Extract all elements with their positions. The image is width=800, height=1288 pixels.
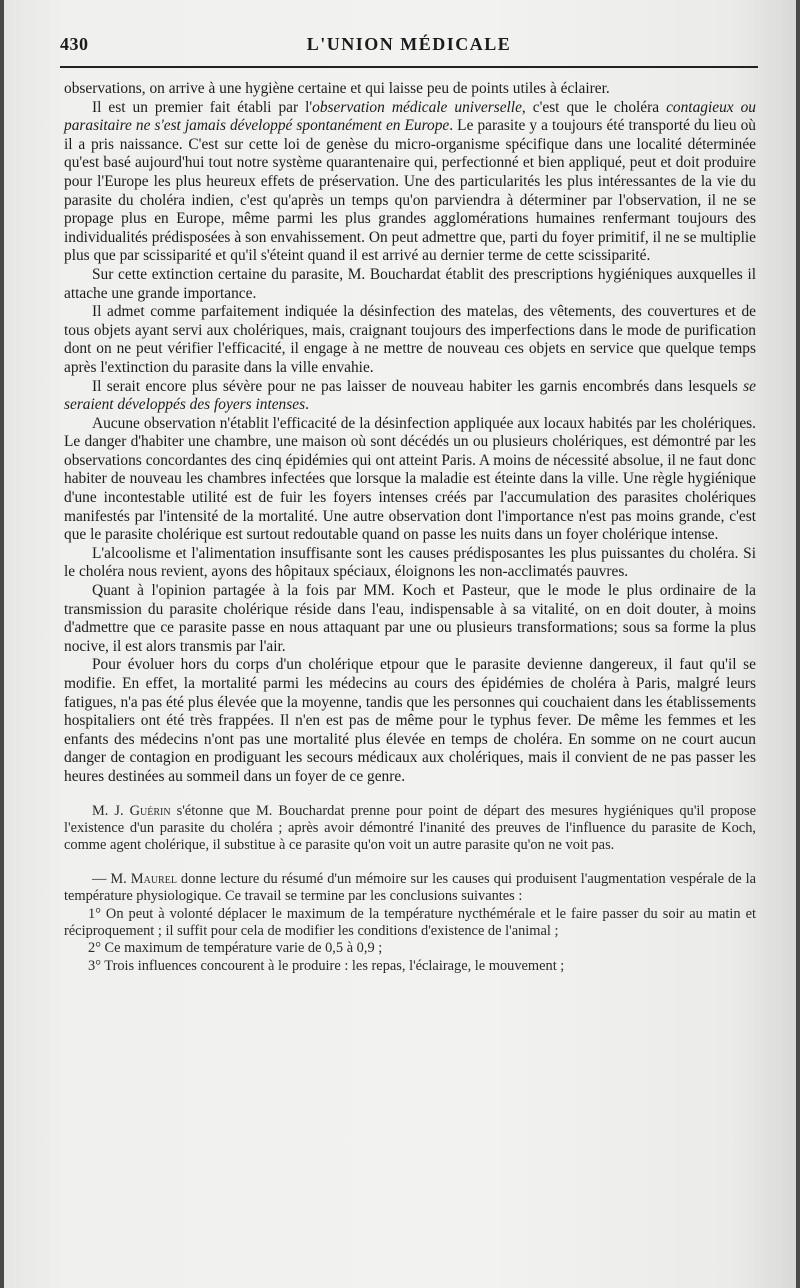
- italic-run: se seraient développés des foyers intenses: [64, 377, 756, 414]
- text-run: , c'est que le choléra: [521, 98, 667, 116]
- paragraph: [64, 99, 756, 266]
- list-item: 3° Trois influences concourent à le produire : les repas, l'éclairage, le mouvement ;: [88, 957, 565, 974]
- text-run: s'étonne que M. Bouchardat prenne pour point de départ des mesures hygiéniques qu'il propose l'existence d'un parasite du choléra ; après avoir démontré l'inanité des preuves de l'influence du parasite de Koch, comme agent cholérique, il substitue à ce parasite qu'on voit un autre parasite qu'on ne voit pas.: [64, 802, 756, 854]
- text-run: . Le parasite y a toujours été transporté du lieu où il a pris naissance. C'est sur cette loi de genèse du micro-organisme spécifique dans une localité déterminée qu'est basé aujourd'hui tout notre système quarantenaire qui, perfectionné et bien appliqué, peut et doit produire pour l'Europe les plus heureux effets de préservation. Une des particularités les plus intéressantes de la vie du parasite du choléra indien, c'est qu'après un temps qu'on parviendra à déterminer par l'observation, il ne se propage plus en Europe, même parmi les plus grandes agglomérations humaines renfermant toujours des individualités prédisposées à son envahissement. On peut admettre que, parti du foyer primitif, il ne se multiplie plus que par scissiparité et qu'il s'éteint quand il est arrivé au dernier terme de cette scissiparité.: [64, 117, 756, 265]
- paragraph: Il admet comme parfaitement indiquée la désinfection des matelas, des vêtements, des couvertures et de tous objets ayant servi aux cholériques, mais, craignant toujours des imperfections dans le mode de purification dont on ne peut vérifier l'efficacité, il engage à ne mettre de nouveau ces objets en service que quelque temps après l'extinction du parasite dans la ville envahie.: [64, 303, 756, 376]
- text-run: Il serait encore plus sévère pour ne pas laisser de nouveau habiter les garnis encombrés dans lesquels: [92, 377, 744, 395]
- article-body: [64, 80, 756, 975]
- paragraph: Sur cette extinction certaine du parasite, M. Bouchardat établit des prescriptions hygiéniques auxquelles il attache une grande importance.: [64, 265, 756, 302]
- paragraph: [64, 871, 756, 906]
- running-header: [60, 34, 758, 58]
- paragraph: Aucune observation n'établit l'efficacité de la désinfection appliquée aux locaux habités par les cholériques. Le danger d'habiter une chambre, une maison où sont décédés un ou plusieurs cholériques, est démontré par les observations concordantes des cinq épidémies qui ont atteint Paris. A moins de nécessité absolue, il ne faut donc habiter de nouveau les chambres infectées que lorsque la maladie est éteinte dans la ville. Une règle hygiénique d'une incontestable utilité est de fuir les foyers intenses créés par l'accumulation des parasites cholériques manifestés par l'intensité de la mortalité. Une autre observation dont l'importance n'est pas moins grande, c'est que le parasite cholérique est surtout redoutable quand on passe les nuits dans un foyer cholérique intense.: [64, 414, 756, 544]
- paragraph: observations, on arrive à une hygiène certaine et qui laisse peu de points utiles à éclairer.: [64, 80, 610, 97]
- author-name: Maurel: [130, 870, 177, 887]
- paragraph: Pour évoluer hors du corps d'un cholérique etpour que le parasite devienne dangereux, il faut qu'il se modifie. En effet, la mortalité parmi les médecins au cours des épidémies de choléra à Paris, malgré leurs fatigues, n'a pas été plus élevée que la moyenne, tandis que les personnes qui couchaient dans les établissements hospitaliers ont été très frappées. Il n'en est pas de même pour le typhus fever. De même les femmes et les enfants des médecins n'ont pas une mortalité plus élevée en temps de choléra. En somme on ne court aucun danger de contagion en prodiguant les secours médicaux aux cholériques, mais il convient de ne pas passer les heures destinées au sommeil dans un foyer de ce genre.: [64, 656, 756, 785]
- list-item: 2° Ce maximum de température varie de 0,5 à 0,9 ;: [88, 940, 383, 957]
- list-item: 1° On peut à volonté déplacer le maximum de la température nycthémérale et le faire passer du soir au matin et réciproquement ; il suffit pour cela de modifier les conditions d'existence de l'animal ;: [64, 905, 756, 939]
- header-rule: [60, 66, 758, 68]
- paragraph: L'alcoolisme et l'alimentation insuffisante sont les causes prédisposantes les plus puissantes du choléra. Si le choléra nous revient, ayons des hôpitaux spéciaux, éloignons les non-acclimatés pauvres.: [64, 544, 756, 581]
- journal-title: L'UNION MÉDICALE: [306, 34, 512, 54]
- italic-run: observation médicale universelle: [312, 98, 522, 116]
- paragraph: [64, 378, 756, 415]
- paragraph: [64, 803, 756, 855]
- journal-page: [4, 0, 796, 1288]
- text-run: .: [305, 396, 309, 414]
- text-run: donne lecture du résumé d'un mémoire sur les causes qui produisent l'augmentation vespérale de la température physiologique. Ce travail se termine par les conclusions suivantes :: [64, 870, 757, 905]
- text-run: — M.: [92, 870, 131, 887]
- text-run: Il est un premier fait établi par l': [92, 98, 313, 116]
- page-number: 430: [60, 34, 89, 54]
- text-run: M. J.: [92, 802, 130, 819]
- italic-run: contagieux ou parasitaire ne s'est jamais développé spontanément en Europe: [64, 98, 756, 135]
- author-name: Guérin: [129, 802, 171, 819]
- paragraph: Quant à l'opinion partagée à la fois par MM. Koch et Pasteur, que le mode le plus ordinaire de la transmission du parasite cholérique réside dans l'eau, indispensable à sa vitalité, on en doit douter, à moins d'admettre que ce parasite passe en nous attaquant par une ou plusieurs transformations; sous sa forme la plus nocive, il est alors transmis par l'air.: [64, 582, 756, 655]
